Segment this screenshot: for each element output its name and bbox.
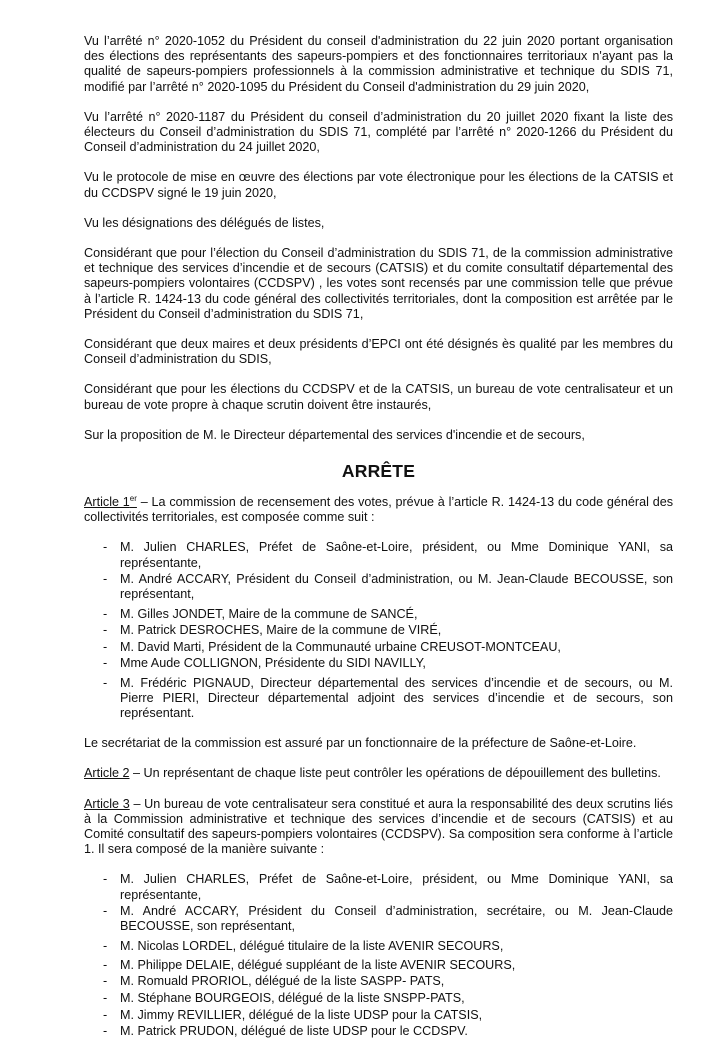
dash-bullet-icon: -	[103, 656, 108, 671]
consideration-paragraph: Considérant que deux maires et deux présidents d’EPCI ont été désignés ès qualité par les membres du Conseil d’administration du SDIS,	[84, 337, 673, 367]
dash-bullet-icon: -	[103, 872, 108, 887]
dash-bullet-icon: -	[103, 1024, 108, 1039]
dash-bullet-icon: -	[103, 1007, 108, 1022]
article-1-label	[84, 495, 137, 509]
member-text: M. Jimmy REVILLIER, délégué de la liste UDSP pour la CATSIS,	[120, 1007, 483, 1022]
member-text: M. Nicolas LORDEL, délégué titulaire de la liste AVENIR SECOURS,	[120, 938, 504, 953]
article-2	[84, 766, 673, 781]
article-1-text: – La commission de recensement des votes, prévue à l’article R. 1424-13 du code général des collectivités territoriales, est composée comme suit :	[84, 495, 673, 525]
list-item	[84, 1008, 673, 1023]
member-text: M. Patrick PRUDON, délégué de liste UDSP pour le CCDSPV.	[120, 1024, 468, 1039]
article-3-label: Article 3	[84, 796, 130, 811]
member-text: M. Philippe DELAIE, délégué suppléant de la liste AVENIR SECOURS,	[120, 957, 516, 972]
dash-bullet-icon: -	[103, 938, 108, 953]
article-1-member-list	[84, 540, 673, 721]
dash-bullet-icon: -	[103, 974, 108, 989]
list-item	[84, 640, 673, 655]
article-2-text: – Un représentant de chaque liste peut contrôler les opérations de dépouillement des bulletins.	[129, 766, 661, 781]
member-text: M. André ACCARY, Président du Conseil d’administration, ou M. Jean-Claude BECOUSSE, son représentant,	[120, 572, 673, 602]
secretariat-paragraph: Le secrétariat de la commission est assuré par un fonctionnaire de la préfecture de Saône-et-Loire.	[84, 736, 637, 751]
member-text: M. David Marti, Président de la Communauté urbaine CREUSOT-MONTCEAU,	[120, 639, 561, 654]
consideration-paragraph: Considérant que pour les élections du CCDSPV et de la CATSIS, un bureau de vote centralisateur et un bureau de vote propre à chaque scrutin doivent être instaurés,	[84, 382, 673, 412]
member-text: M. Stéphane BOURGEOIS, délégué de la liste SNSPP-PATS,	[120, 991, 465, 1006]
document-page	[84, 34, 673, 1054]
dash-bullet-icon: -	[103, 675, 108, 690]
member-text: M. Romuald PRORIOL, délégué de la liste SASPP- PATS,	[120, 974, 445, 989]
list-item	[84, 623, 673, 638]
consideration-paragraph: Vu le protocole de mise en œuvre des élections par vote électronique pour les élections de la CATSIS et du CCDSPV signé le 19 juin 2020,	[84, 170, 673, 200]
list-item	[84, 939, 673, 954]
dash-bullet-icon: -	[103, 639, 108, 654]
dash-bullet-icon: -	[103, 904, 108, 919]
member-text: Mme Aude COLLIGNON, Présidente du SIDI NAVILLY,	[120, 656, 426, 671]
member-text: M. Gilles JONDET, Maire de la commune de SANCÉ,	[120, 606, 418, 621]
list-item	[84, 904, 673, 934]
list-item	[84, 572, 673, 602]
decree-heading: ARRÊTE	[341, 461, 416, 482]
consideration-paragraph: Sur la proposition de M. le Directeur départemental des services d'incendie et de secours,	[84, 427, 585, 442]
list-item	[84, 656, 673, 671]
consideration-paragraph: Vu l’arrêté n° 2020-1052 du Président du conseil d'administration du 22 juin 2020 portant organisation des élections des représentants des sapeurs-pompiers et des fonctionnaires territoriaux n'ayant pas la qualité de sapeurs-pompiers professionnels à la commission administrative et technique du SDIS 71, modifié par l’arrêté n° 2020-1095 du Président du Conseil d'administration du 29 juin 2020,	[84, 34, 673, 94]
dash-bullet-icon: -	[103, 991, 108, 1006]
consideration-paragraph: Considérant que pour l’élection du Conseil d’administration du SDIS 71, de la commission administrative et technique des services d’incendie et de secours (CATSIS) et du comite consultatif départemental des sapeurs-pompiers volontaires (CCDSPV) , les votes sont recensés par une commission telle que prévue à l’article R. 1424-13 du code général des collectivités territoriales, dont la composition est arrêtée par le Président du Conseil d’administration du SDIS 71,	[84, 246, 673, 321]
dash-bullet-icon: -	[103, 540, 108, 555]
consideration-paragraph: Vu les désignations des délégués de listes,	[84, 215, 325, 230]
list-item	[84, 1024, 673, 1039]
list-item	[84, 540, 673, 570]
member-text: M. Patrick DESROCHES, Maire de la commune de VIRÉ,	[120, 623, 442, 638]
list-item	[84, 607, 673, 622]
dash-bullet-icon: -	[103, 572, 108, 587]
article-1-label-sup: er	[129, 494, 137, 504]
article-2-label: Article 2	[84, 766, 130, 781]
article-3	[84, 797, 673, 858]
article-3-member-list	[84, 872, 673, 1039]
member-text: M. Julien CHARLES, Préfet de Saône-et-Loire, président, ou Mme Dominique YANI, sa représentante,	[120, 872, 673, 902]
dash-bullet-icon: -	[103, 606, 108, 621]
list-item	[84, 991, 673, 1006]
list-item	[84, 676, 673, 722]
article-3-text: – Un bureau de vote centralisateur sera constitué et aura la responsabilité des deux scrutins liés à la Commission administrative et technique des services d’incendie et de secours (CATSIS) et au Comité consultatif des sapeurs-pompiers volontaires (CCDSPV). Sa composition sera conforme à l’article 1. Il sera composé de la manière suivante :	[84, 796, 673, 857]
member-text: M. André ACCARY, Président du Conseil d’administration, secrétaire, ou M. Jean-Claude BECOUSSE, son représentant,	[120, 904, 673, 934]
article-1-label-text: Article 1	[84, 495, 130, 510]
list-item	[84, 872, 673, 902]
dash-bullet-icon: -	[103, 623, 108, 638]
dash-bullet-icon: -	[103, 957, 108, 972]
member-text: M. Frédéric PIGNAUD, Directeur départemental des services d’incendie et de secours, ou M. Pierre PIERI, Directeur départemental adjoint des services d’incendie et de secours, son représentant.	[120, 675, 673, 721]
article-1	[84, 495, 673, 525]
list-item	[84, 958, 673, 973]
list-item	[84, 974, 673, 989]
member-text: M. Julien CHARLES, Préfet de Saône-et-Loire, président, ou Mme Dominique YANI, sa représentante,	[120, 540, 673, 570]
consideration-paragraph: Vu l’arrêté n° 2020-1187 du Président du conseil d’administration du 20 juillet 2020 fixant la liste des électeurs du Conseil d’administration du SDIS 71, complété par l’arrêté n° 2020-1266 du Président du Conseil d’administration du 24 juillet 2020,	[84, 109, 673, 155]
